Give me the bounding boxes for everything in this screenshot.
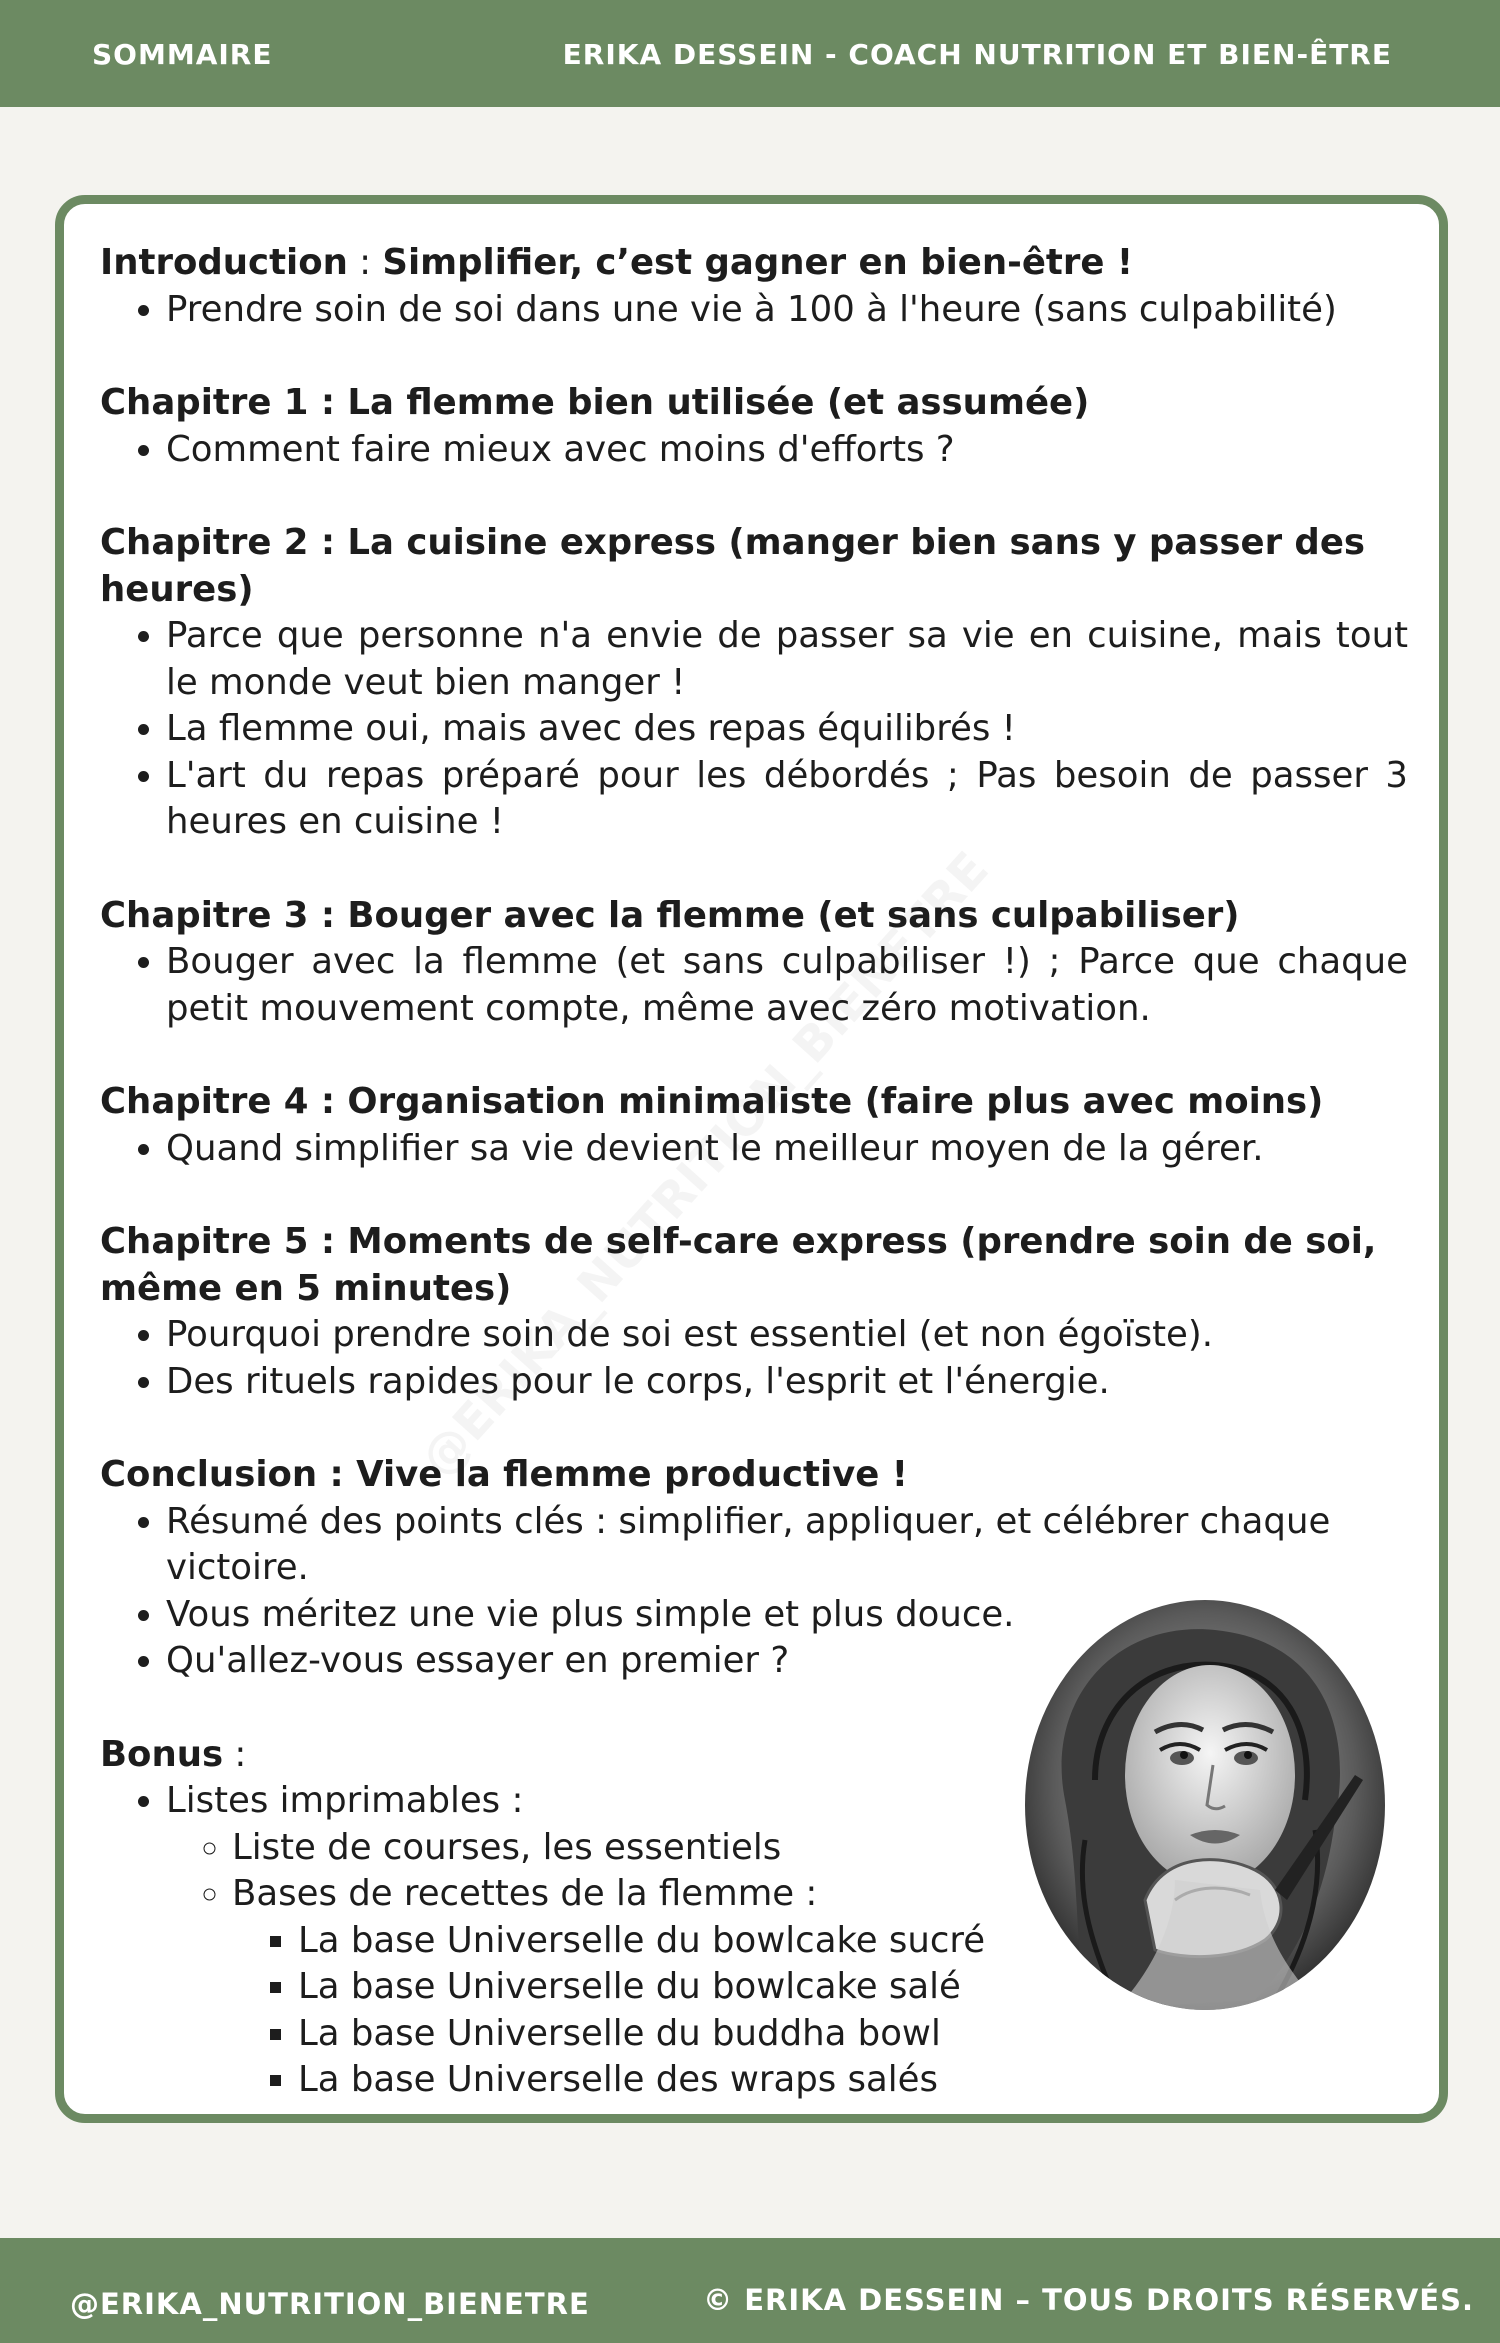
section-prefix: Chapitre 5 <box>100 1221 309 1262</box>
header-title: SOMMAIRE <box>92 38 273 71</box>
footer-copyright: © ERIKA DESSEIN – TOUS DROITS RÉSERVÉS. <box>703 2283 1474 2317</box>
section-separator: : <box>223 1733 247 1775</box>
section-heading <box>100 380 1408 427</box>
section-prefix: Chapitre 3 <box>100 894 309 936</box>
portrait-illustration <box>1025 1600 1385 2010</box>
woman-sketch-icon <box>1025 1600 1385 2010</box>
list-item: • Quand simplifier sa vie devient le meilleur moyen de la gérer. <box>166 1126 1408 1173</box>
section-heading <box>100 520 1408 613</box>
section-title: Organisation minimaliste (faire plus avec moins) <box>347 1081 1324 1122</box>
section-chapitre-3 <box>100 893 1408 1033</box>
section-title: Bouger avec la flemme (et sans culpabiliser) <box>347 894 1240 936</box>
footer-bar <box>0 2238 1500 2343</box>
section-prefix: Chapitre 4 <box>100 1081 309 1122</box>
section-separator: : <box>308 522 348 563</box>
section-prefix: Introduction <box>100 242 348 283</box>
list-item: • Parce que personne n'a envie de passer sa vie en cuisine, mais tout le monde veut bien manger ! <box>166 613 1408 706</box>
section-heading <box>100 1452 1408 1499</box>
section-heading <box>100 1219 1408 1312</box>
section-separator: : <box>308 894 348 936</box>
recipe-item: ▪ La base Universelle du bowlcake salé <box>298 1964 1408 2011</box>
footer-handle: @ERIKA_NUTRITION_BIENETRE <box>70 2287 590 2321</box>
recipe-item: ▪ La base Universelle du buddha bowl <box>298 2011 1408 2058</box>
recipe-item: ▪ La base Universelle du bowlcake sucré <box>298 1918 1408 1965</box>
section-heading <box>100 1079 1408 1126</box>
list-item: • Qu'allez-vous essayer en premier ? <box>166 1638 1416 1685</box>
bonus-item-label: Listes imprimables : <box>166 1780 524 1821</box>
section-chapitre-4 <box>100 1079 1408 1172</box>
list-item: • Bouger avec la flemme (et sans culpabiliser !) ; Parce que chaque petit mouvement compte, même avec zéro motivation. <box>166 939 1408 1032</box>
section-introduction <box>100 240 1408 333</box>
section-title: Vive la flemme productive ! <box>356 1454 908 1495</box>
list-item: • Prendre soin de soi dans une vie à 100 à l'heure (sans culpabilité) <box>166 287 1408 334</box>
section-title: La cuisine express (manger bien sans y passer des heures) <box>100 522 1366 610</box>
list-item: • Vous méritez une vie plus simple et plus douce. <box>166 1592 1416 1639</box>
section-separator: : <box>347 242 383 283</box>
list-item: • La flemme oui, mais avec des repas équilibrés ! <box>166 706 1408 753</box>
header-author: ERIKA DESSEIN - COACH NUTRITION ET BIEN-ÊTRE <box>562 38 1392 71</box>
section-title: La flemme bien utilisée (et assumée) <box>347 382 1090 423</box>
section-separator: : <box>317 1454 357 1495</box>
section-prefix: Conclusion <box>100 1454 318 1495</box>
section-separator: : <box>308 1081 348 1122</box>
section-chapitre-2 <box>100 520 1408 846</box>
section-prefix: Chapitre 2 <box>100 522 309 563</box>
section-separator: : <box>308 1221 348 1262</box>
list-item: • L'art du repas préparé pour les débordés ; Pas besoin de passer 3 heures en cuisine ! <box>166 753 1408 846</box>
header-bar <box>0 0 1500 107</box>
section-chapitre-1 <box>100 380 1408 473</box>
list-item: • Des rituels rapides pour le corps, l'esprit et l'énergie. <box>166 1359 1408 1406</box>
section-title: Moments de self-care express (prendre soin de soi, même en 5 minutes) <box>100 1221 1377 1309</box>
list-item: • Pourquoi prendre soin de soi est essentiel (et non égoïste). <box>166 1312 1408 1359</box>
section-title: Simplifier, c’est gagner en bien-être ! <box>382 242 1134 283</box>
list-item: ◦ Liste de courses, les essentiels <box>232 1825 1408 1872</box>
section-prefix: Chapitre 1 <box>100 382 309 423</box>
bonus-sub-label: Bases de recettes de la flemme : <box>232 1873 818 1914</box>
section-separator: : <box>308 382 348 423</box>
list-item: • Résumé des points clés : simplifier, appliquer, et célébrer chaque victoire. <box>166 1499 1416 1592</box>
section-heading <box>100 240 1408 287</box>
list-item: • Comment faire mieux avec moins d'efforts ? <box>166 427 1408 474</box>
section-prefix: Bonus <box>100 1733 224 1775</box>
section-chapitre-5 <box>100 1219 1408 1405</box>
section-heading <box>100 893 1408 940</box>
recipe-item: ▪ La base Universelle des wraps salés <box>298 2057 1408 2104</box>
